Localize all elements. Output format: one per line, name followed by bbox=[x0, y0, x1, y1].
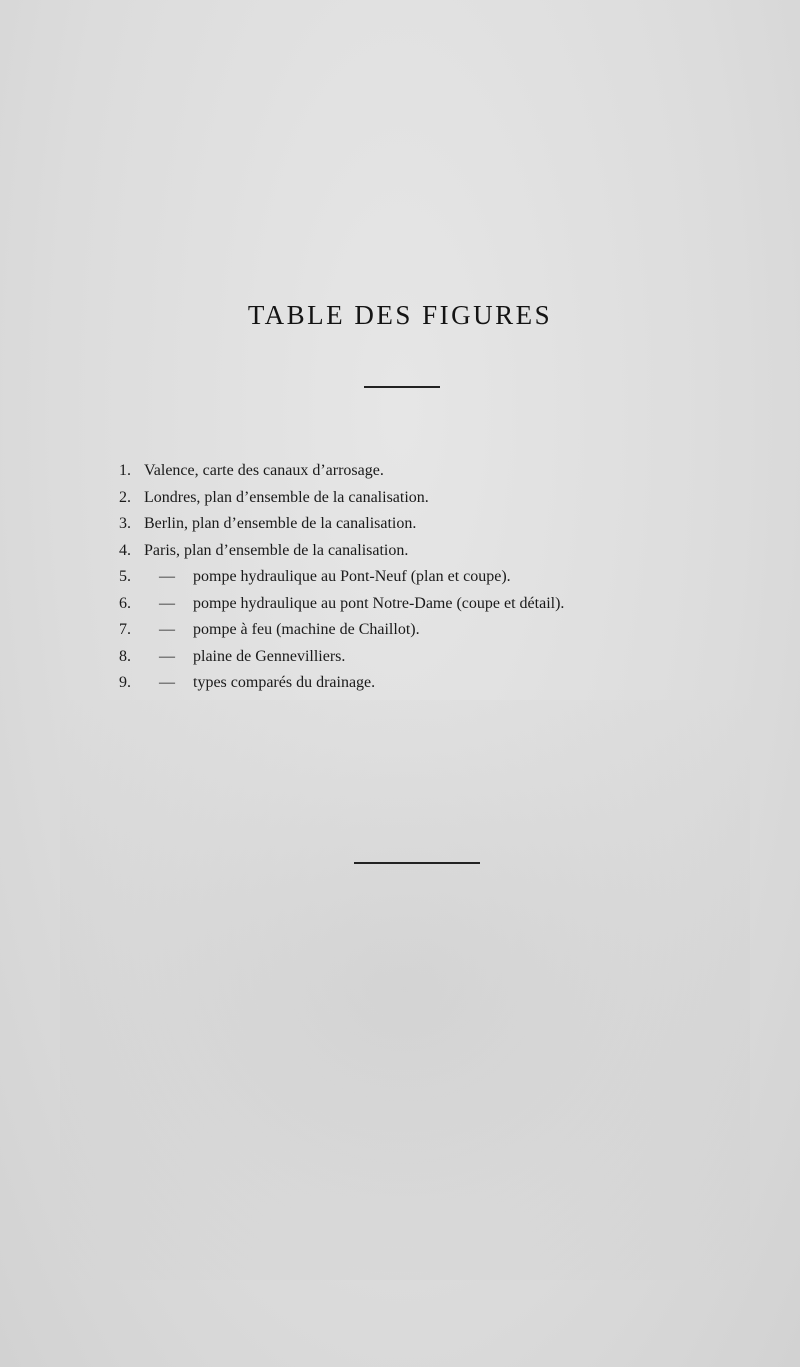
figure-title: pompe hydraulique au pont Notre-Dame (coupe et détail). bbox=[193, 594, 565, 612]
title-rule bbox=[364, 386, 440, 388]
figure-title: Londres, plan d’ensemble de la canalisation. bbox=[144, 488, 429, 506]
figure-title: plaine de Gennevilliers. bbox=[193, 647, 346, 665]
ditto-dash: — bbox=[159, 674, 175, 691]
ditto-dash: — bbox=[159, 647, 175, 665]
closing-rule bbox=[354, 862, 480, 864]
ditto-dash: — bbox=[159, 568, 175, 585]
figure-title: pompe à feu (machine de Chaillot). bbox=[193, 621, 420, 638]
figure-number: 5. bbox=[119, 568, 131, 585]
figure-title: Paris, plan d’ensemble de la canalisation. bbox=[144, 541, 409, 559]
figure-entry-4 bbox=[0, 538, 800, 565]
figure-number: 9. bbox=[119, 674, 131, 691]
figure-number: 1. bbox=[119, 462, 131, 479]
figure-title: Valence, carte des canaux d’arrosage. bbox=[144, 462, 384, 479]
figure-number: 6. bbox=[119, 594, 131, 612]
figure-entry-2 bbox=[0, 485, 800, 512]
figure-entry-5 bbox=[0, 564, 800, 591]
figure-title: pompe hydraulique au Pont-Neuf (plan et coupe). bbox=[193, 568, 511, 585]
figure-entry-3 bbox=[0, 511, 800, 538]
figure-number: 7. bbox=[119, 621, 131, 638]
figure-title: Berlin, plan d’ensemble de la canalisation. bbox=[144, 515, 417, 532]
figure-entry-6 bbox=[0, 591, 800, 618]
page-title: TABLE DES FIGURES bbox=[247, 300, 553, 330]
figure-entry-7 bbox=[0, 617, 800, 644]
figure-number: 8. bbox=[119, 647, 131, 665]
figure-entry-1 bbox=[0, 458, 800, 485]
figure-list bbox=[0, 458, 800, 697]
ditto-dash: — bbox=[159, 621, 175, 638]
figure-entry-8 bbox=[0, 644, 800, 671]
figure-title: types comparés du drainage. bbox=[193, 674, 376, 691]
figure-entry-9 bbox=[0, 670, 800, 697]
bleed-through-shadow bbox=[60, 700, 750, 1280]
figure-number: 2. bbox=[119, 488, 131, 506]
figure-number: 3. bbox=[119, 515, 131, 532]
ditto-dash: — bbox=[159, 594, 175, 612]
figure-number: 4. bbox=[119, 541, 131, 559]
